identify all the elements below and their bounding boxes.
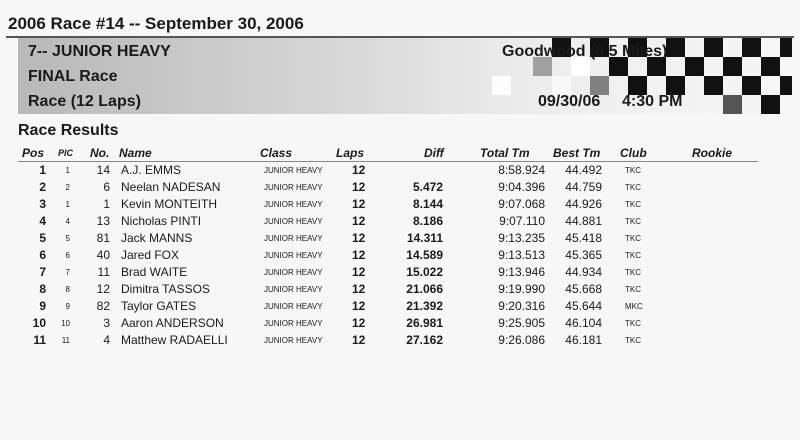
table-row [0, 179, 800, 196]
track-name: Goodwood (0.5 Miles) [502, 43, 668, 60]
race-type-heading: FINAL Race [28, 68, 118, 85]
cell-diff: 15.022 [406, 265, 443, 279]
cell-pos: 2 [39, 180, 46, 194]
cell-class: JUNIOR HEAVY [264, 285, 323, 294]
cell-best: 45.668 [565, 282, 602, 296]
cell-total: 9:07.110 [499, 214, 545, 228]
col-head-pos: Pos [22, 146, 45, 160]
cell-pos: 6 [39, 248, 46, 262]
cell-name: Jared FOX [121, 248, 180, 262]
cell-best: 44.881 [565, 214, 602, 228]
cell-laps: 12 [352, 180, 366, 194]
cell-class: JUNIOR HEAVY [264, 251, 323, 260]
cell-name: Brad WAITE [121, 265, 188, 279]
cell-total: 9:13.946 [498, 265, 545, 279]
page-title: 2006 Race #14 -- September 30, 2006 [8, 14, 304, 33]
cell-pic: 1 [65, 166, 70, 175]
cell-class: JUNIOR HEAVY [264, 166, 323, 175]
cell-name: Aaron ANDERSON [121, 316, 224, 330]
cell-club: TKC [625, 200, 641, 209]
cell-best: 44.926 [565, 197, 602, 211]
cell-name: A.J. EMMS [121, 163, 182, 177]
cell-pic: 1 [65, 200, 70, 209]
cell-best: 44.934 [565, 265, 602, 279]
cell-total: 9:13.235 [498, 231, 545, 245]
cell-total: 9:13.513 [498, 248, 545, 262]
cell-total: 9:07.068 [498, 197, 545, 211]
cell-class: JUNIOR HEAVY [264, 217, 323, 226]
cell-name: Neelan NADESAN [121, 180, 221, 194]
col-head-name: Name [119, 146, 152, 160]
cell-pos: 1 [39, 163, 46, 177]
cell-diff: 5.472 [412, 180, 443, 194]
race-header-banner [18, 38, 792, 114]
cell-club: TKC [625, 336, 641, 345]
cell-laps: 12 [352, 299, 366, 313]
table-row [0, 162, 800, 179]
cell-name: Jack MANNS [121, 231, 193, 245]
cell-pic: 8 [65, 285, 70, 294]
section-title: Race Results [18, 122, 119, 139]
cell-pic: 7 [65, 268, 70, 277]
col-head-laps: Laps [336, 146, 365, 160]
table-row [0, 247, 800, 264]
cell-pos: 8 [39, 282, 46, 296]
race-time: 4:30 PM [622, 93, 683, 110]
table-row [0, 315, 800, 332]
cell-club: TKC [625, 166, 641, 175]
cell-pic: 6 [65, 251, 70, 260]
cell-total: 9:25.905 [498, 316, 545, 330]
race-date: 09/30/06 [538, 93, 601, 110]
cell-diff: 14.311 [406, 231, 443, 245]
cell-club: TKC [625, 251, 641, 260]
cell-pos: 10 [32, 316, 46, 330]
cell-laps: 12 [352, 214, 366, 228]
cell-name: Matthew RADAELLI [121, 333, 228, 347]
cell-best: 46.104 [565, 316, 602, 330]
cell-pos: 7 [39, 265, 46, 279]
race-class-heading: 7-- JUNIOR HEAVY [28, 43, 171, 60]
cell-class: JUNIOR HEAVY [264, 200, 323, 209]
cell-best: 44.759 [565, 180, 602, 194]
table-row [0, 298, 800, 315]
cell-class: JUNIOR HEAVY [264, 183, 323, 192]
cell-pic: 2 [65, 183, 70, 192]
cell-best: 45.418 [565, 231, 602, 245]
cell-no: 6 [103, 180, 110, 194]
cell-pic: 9 [65, 302, 70, 311]
cell-laps: 12 [352, 316, 366, 330]
cell-laps: 12 [352, 333, 366, 347]
cell-no: 13 [96, 214, 110, 228]
cell-pos: 11 [33, 333, 46, 347]
col-head-best: Best Tm [553, 146, 601, 160]
cell-club: TKC [625, 217, 641, 226]
cell-total: 9:19.990 [498, 282, 545, 296]
table-row [0, 230, 800, 247]
cell-diff: 8.186 [412, 214, 443, 228]
col-head-club: Club [620, 146, 647, 160]
cell-club: TKC [625, 319, 641, 328]
col-head-total: Total Tm [480, 146, 530, 160]
cell-diff: 21.066 [406, 282, 443, 296]
col-head-diff: Diff [424, 146, 444, 160]
cell-class: JUNIOR HEAVY [264, 336, 323, 345]
cell-total: 9:20.316 [498, 299, 545, 313]
cell-no: 81 [96, 231, 110, 245]
cell-laps: 12 [352, 282, 366, 296]
cell-club: TKC [625, 268, 641, 277]
cell-no: 12 [96, 282, 110, 296]
cell-diff: 8.144 [412, 197, 443, 211]
cell-diff: 14.589 [406, 248, 443, 262]
cell-name: Dimitra TASSOS [121, 282, 210, 296]
cell-name: Taylor GATES [121, 299, 197, 313]
cell-no: 3 [103, 316, 110, 330]
cell-name: Nicholas PINTI [121, 214, 202, 228]
cell-no: 4 [103, 333, 110, 347]
table-row [0, 264, 800, 281]
cell-pic: 4 [65, 217, 70, 226]
cell-class: JUNIOR HEAVY [264, 302, 323, 311]
cell-club: MKC [625, 302, 643, 311]
cell-pic: 5 [65, 234, 70, 243]
cell-pic: 11 [61, 336, 70, 345]
cell-total: 8:58.924 [498, 163, 545, 177]
cell-club: TKC [625, 183, 641, 192]
cell-laps: 12 [352, 197, 366, 211]
cell-no: 1 [103, 197, 110, 211]
cell-no: 14 [96, 163, 110, 177]
cell-club: TKC [625, 285, 641, 294]
cell-laps: 12 [352, 163, 366, 177]
cell-no: 82 [96, 299, 110, 313]
table-row [0, 213, 800, 230]
cell-best: 45.365 [565, 248, 602, 262]
cell-pos: 4 [39, 214, 46, 228]
cell-diff: 21.392 [406, 299, 443, 313]
col-head-pic: PIC [58, 148, 74, 158]
cell-total: 9:04.396 [498, 180, 545, 194]
cell-pos: 5 [39, 231, 46, 245]
cell-diff: 26.981 [406, 316, 443, 330]
cell-laps: 12 [352, 231, 366, 245]
col-head-class: Class [260, 146, 293, 160]
cell-best: 45.644 [565, 299, 602, 313]
race-laps-heading: Race (12 Laps) [28, 93, 141, 110]
cell-class: JUNIOR HEAVY [264, 234, 323, 243]
table-row [0, 196, 800, 213]
cell-best: 44.492 [565, 163, 602, 177]
cell-class: JUNIOR HEAVY [264, 268, 323, 277]
cell-name: Kevin MONTEITH [121, 197, 218, 211]
cell-class: JUNIOR HEAVY [264, 319, 323, 328]
cell-pos: 9 [39, 299, 46, 313]
cell-best: 46.181 [565, 333, 602, 347]
cell-laps: 12 [352, 248, 366, 262]
cell-pos: 3 [39, 197, 46, 211]
table-row [0, 332, 800, 349]
cell-club: TKC [625, 234, 641, 243]
cell-total: 9:26.086 [498, 333, 545, 347]
cell-diff: 27.162 [406, 333, 443, 347]
col-head-no: No. [90, 146, 110, 160]
cell-laps: 12 [352, 265, 366, 279]
cell-no: 11 [97, 265, 110, 279]
col-head-rookie: Rookie [692, 146, 733, 160]
cell-pic: 10 [61, 319, 70, 328]
cell-no: 40 [96, 248, 110, 262]
table-row [0, 281, 800, 298]
